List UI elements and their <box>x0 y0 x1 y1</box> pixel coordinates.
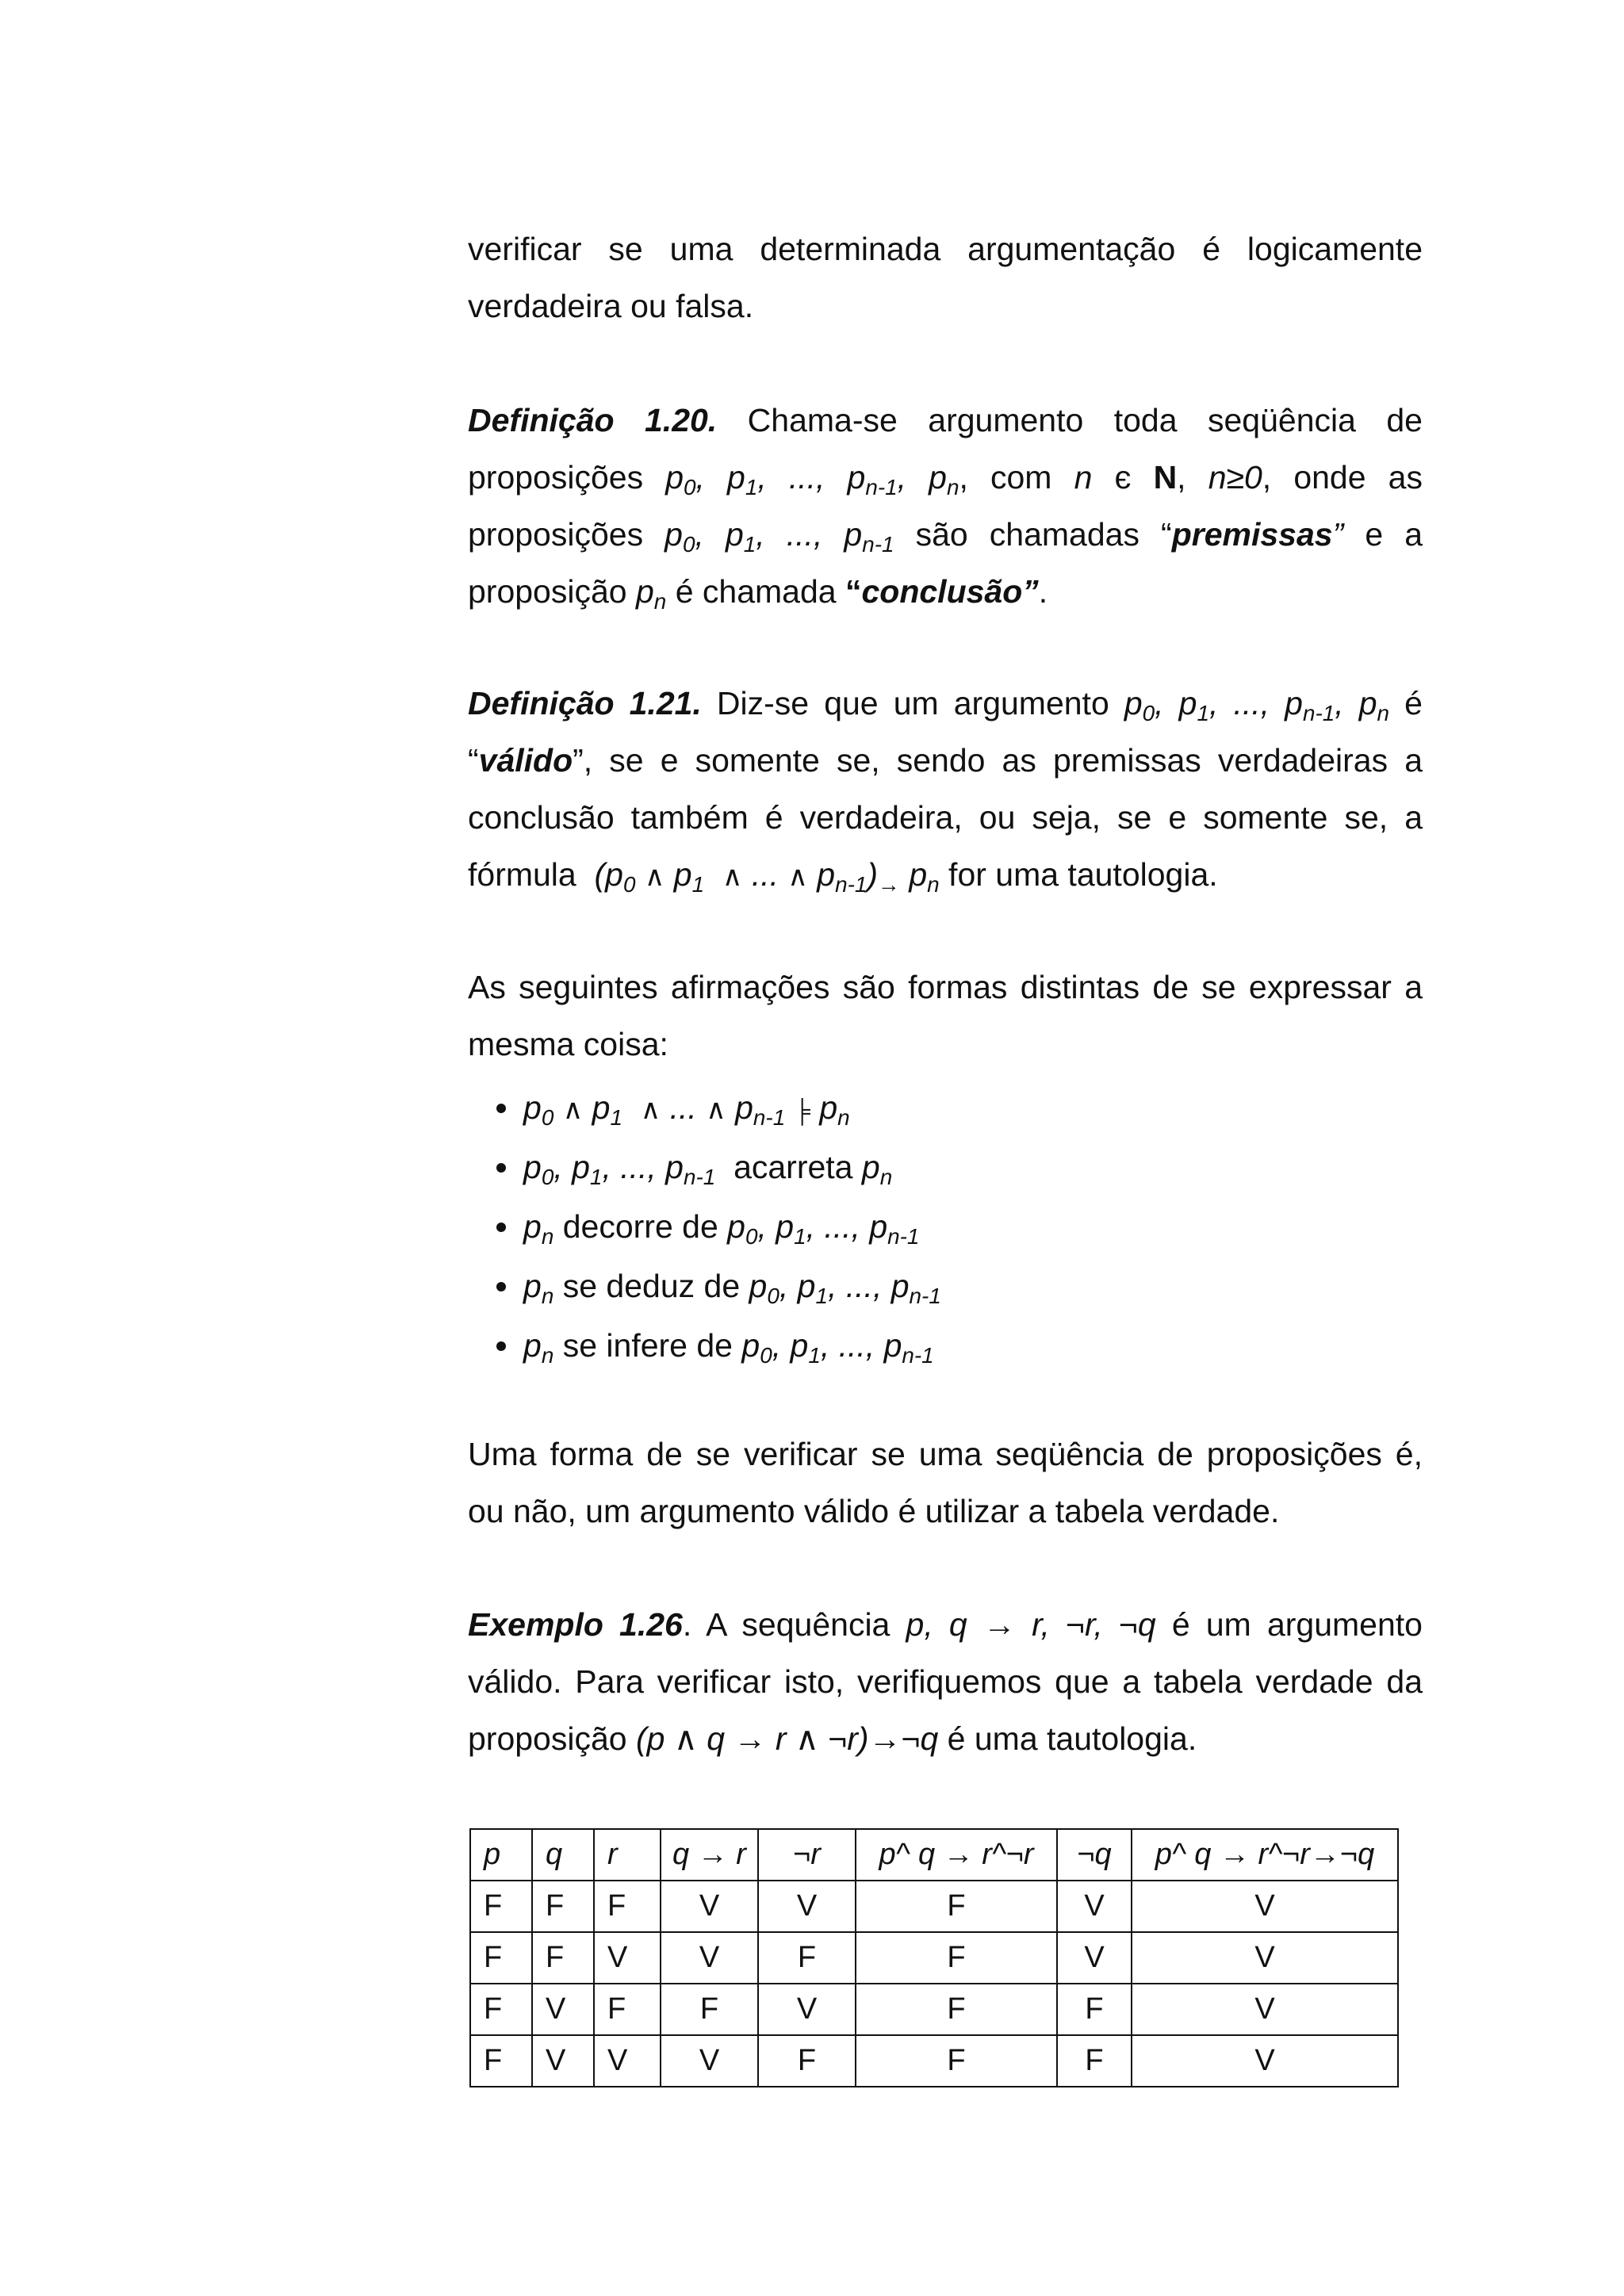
table-header-row <box>470 1829 1398 1881</box>
conclusao-term: conclusão <box>861 573 1023 610</box>
table-cell: F <box>856 2035 1057 2087</box>
list-item: $p_0$ ∧ $p_1$ ∧ ... ∧ $p_{n-1}$ ╞ $p_n$ <box>468 1078 1423 1138</box>
table-cell: F <box>594 1881 661 1932</box>
infere-text: se infere de <box>562 1327 733 1364</box>
definition-1-20-text-6: é chamada <box>675 573 837 610</box>
table-cell: V <box>661 1932 758 1984</box>
table-cell: V <box>661 1881 758 1932</box>
definition-1-21-text-3: , se e somente se, sendo as premissas verdadeiras a conclusão também é verdadeira, ou seja, se e somente se, a fórmula <box>468 742 1423 893</box>
paragraph-intro <box>468 220 1423 335</box>
definition-1-21-title: Definição 1.21. <box>468 685 702 721</box>
table-cell: V <box>594 1932 661 1984</box>
paragraph-verify: Uma forma de se verificar se uma seqüência de proposições é, ou não, um argumento válido é utilizar a tabela verdade. <box>468 1436 1423 1529</box>
definition-1-20-text-5: e a proposição <box>468 516 1423 610</box>
example-sequence: p, q → r, ¬r, ¬q <box>906 1606 1156 1643</box>
table-cell: F <box>661 1984 758 2035</box>
table-row <box>470 1984 1398 2035</box>
definition-1-21: Definição 1.21. Diz-se que um argumento $p_0$, $p_1$, ..., $p_{n-1}$, $p_n$ é “válido”, se e somente se, sendo as premissas verdadeiras a conclusão também é verdadeira, ou seja, se e somente se, a fórmula ($p_0$ ∧ $p_1$ ∧ ... ∧ $p_{n-1})_\to$ $p_n$ for uma tautologia. <box>468 685 1423 897</box>
table-header-cell: q → r <box>661 1829 758 1881</box>
table-header-cell: p <box>470 1829 532 1881</box>
affirmations-intro: As seguintes afirmações são formas distintas de se expressar a mesma coisa: <box>468 969 1423 1062</box>
table-cell: F <box>532 1932 594 1984</box>
table-header-cell: r <box>594 1829 661 1881</box>
list-item: $p_0$, $p_1$, ..., $p_{n-1}$ acarreta $p_n$ <box>468 1138 1423 1197</box>
table-header-cell: q <box>532 1829 594 1881</box>
example-1-26-text-1: A sequência <box>706 1606 891 1643</box>
table-cell: V <box>758 1881 856 1932</box>
table-cell: F <box>594 1984 661 2035</box>
table-cell: V <box>1057 1881 1132 1932</box>
table-cell: F <box>856 1932 1057 1984</box>
example-1-26-text-3: é uma tautologia. <box>947 1720 1197 1757</box>
intro-line-2: verdadeira ou falsa. <box>468 288 754 324</box>
table-cell: F <box>470 1881 532 1932</box>
example-1-26: Exemplo 1.26. A sequência p, q → r, ¬r, ¬q é um argumento válido. Para verificar isto, verifiquemos que a tabela verdade da proposição (p ∧ q → r ∧ ¬r)→¬q é uma tautologia. <box>468 1606 1423 1757</box>
table-header-cell: p^ q → r^¬r <box>856 1829 1057 1881</box>
table-cell: V <box>1132 1881 1398 1932</box>
table-cell: V <box>1132 1984 1398 2035</box>
definition-1-21-text-2: é <box>1404 685 1423 721</box>
table-cell: F <box>470 2035 532 2087</box>
intro-line-1: verificar se uma determinada argumentação é logicamente <box>468 231 1423 267</box>
definition-1-20-text-1: Chama-se argumento toda seqüência de proposições <box>468 402 1423 496</box>
table-cell: F <box>758 1932 856 1984</box>
truth-table <box>469 1828 1399 2087</box>
example-formula: (p ∧ q → r ∧ ¬r)→¬q <box>635 1720 939 1757</box>
definition-1-20-text-2: com <box>990 459 1052 496</box>
table-cell: V <box>594 2035 661 2087</box>
list-item: $p_n$ se deduz de $p_0$, $p_1$, ..., $p_{n-1}$ <box>468 1257 1423 1316</box>
table-row <box>470 1932 1398 1984</box>
definition-1-20-text-4: são chamadas <box>915 516 1139 553</box>
table-cell: F <box>856 1984 1057 2035</box>
table-cell: V <box>661 2035 758 2087</box>
table-header-cell: ¬q <box>1057 1829 1132 1881</box>
table-cell: V <box>532 1984 594 2035</box>
table-cell: F <box>470 1932 532 1984</box>
deduz-text: se deduz de <box>562 1268 741 1304</box>
list-item: $p_n$ decorre de $p_0$, $p_1$, ..., $p_{n-1}$ <box>468 1197 1423 1257</box>
example-1-26-title: Exemplo 1.26 <box>468 1606 683 1643</box>
table-cell: V <box>1132 2035 1398 2087</box>
affirmations-list <box>468 1078 1423 1376</box>
table-cell: V <box>532 2035 594 2087</box>
table-cell: V <box>1132 1932 1398 1984</box>
table-row <box>470 1881 1398 1932</box>
table-header-cell: ¬r <box>758 1829 856 1881</box>
definition-1-20-text-3: onde as proposições <box>468 459 1423 553</box>
table-header-cell: p^ q → r^¬r→¬q <box>1132 1829 1398 1881</box>
valido-term: válido <box>478 742 573 779</box>
table-cell: F <box>758 2035 856 2087</box>
premissas-term: premissas <box>1171 516 1333 553</box>
table-row <box>470 2035 1398 2087</box>
definition-1-21-text-1: Diz-se que um argumento <box>716 685 1109 721</box>
list-item: $p_n$ se infere de $p_0$, $p_1$, ..., $p_{n-1}$ <box>468 1316 1423 1376</box>
example-1-26-text-2: é um argumento válido. Para verificar isto, verifiquemos que a tabela verdade da proposição <box>468 1606 1423 1757</box>
table-cell: F <box>532 1881 594 1932</box>
definition-1-20: Definição 1.20. Chama-se argumento toda seqüência de proposições $p_0$, $p_1$, ..., $p_{n-1}$, $p_n$, com n є N, n≥0, onde as proposições $p_0$, $p_1$, ..., $p_{n-1}$ são chamadas “premissas” e a proposição $p_n$ é chamada “conclusão”. <box>468 402 1423 614</box>
acarreta-text: acarreta <box>733 1149 853 1185</box>
definition-1-20-title: Definição 1.20. <box>468 402 718 438</box>
table-cell: V <box>758 1984 856 2035</box>
table-cell: F <box>856 1881 1057 1932</box>
table-cell: V <box>1057 1932 1132 1984</box>
table-cell: F <box>1057 1984 1132 2035</box>
decorre-text: decorre de <box>562 1208 718 1245</box>
table-cell: F <box>470 1984 532 2035</box>
definition-1-21-text-4: for uma tautologia. <box>948 856 1218 893</box>
table-cell: F <box>1057 2035 1132 2087</box>
